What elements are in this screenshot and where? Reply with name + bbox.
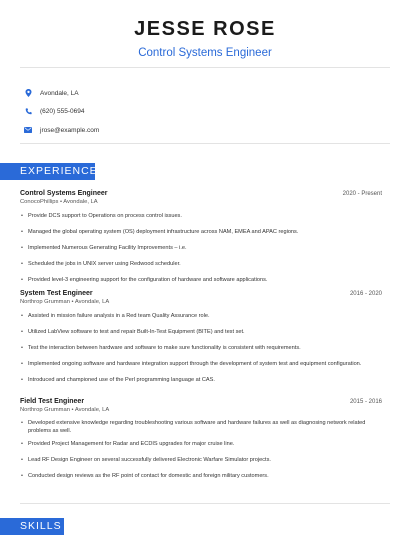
job-entry: [20, 290, 382, 305]
phone-text: (620) 555-0694: [40, 108, 85, 115]
job-entry: [20, 398, 382, 413]
skills-section-header: SKILLS: [0, 518, 64, 535]
resume-header: [0, 0, 410, 60]
job-bullet: • Scheduled the jobs in UNIX server using Redwood scheduler.: [20, 261, 375, 269]
job-bullet: • Test the interaction between hardware and software to make sure functionality is consistent with requirements.: [20, 345, 375, 353]
candidate-name: JESSE ROSE: [134, 18, 276, 40]
job-bullet: • Provide DCS support to Operations on process control issues.: [20, 213, 375, 221]
header-divider: [20, 67, 390, 68]
job-company: Northrop Grumman • Avondale, LA: [20, 299, 110, 305]
contact-phone: [24, 103, 99, 121]
experience-divider: [20, 503, 390, 504]
contact-email: [24, 121, 99, 139]
job-bullet: • Introduced and championed use of the Perl programming language at CAS.: [20, 377, 375, 385]
job-bullets: [20, 420, 375, 481]
job-bullets: [20, 213, 375, 285]
location-text: Avondale, LA: [40, 89, 79, 97]
contact-location: [24, 84, 99, 102]
job-bullet: • Managed the global operating system (OS) deployment infrastructure across NAM, EMEA and APAC regions.: [20, 229, 375, 237]
job-title: System Test Engineer: [20, 290, 93, 297]
experience-section-header: EXPERIENCE: [0, 163, 95, 180]
email-icon: [24, 126, 32, 134]
candidate-title: Control Systems Engineer: [138, 47, 272, 59]
job-bullet: • Implemented ongoing software and hardware integration support through the development of system test and equipment configuration.: [20, 361, 375, 369]
location-pin-icon: [24, 89, 32, 97]
job-title: Control Systems Engineer: [20, 190, 108, 197]
job-dates: 2015 - 2016: [349, 399, 382, 405]
job-bullet: • Provided Project Management for Radar and ECDIS upgrades for major cruise line.: [20, 441, 375, 449]
contact-info: [24, 84, 99, 140]
job-company: ConocoPhillips • Avondale, LA: [20, 199, 98, 205]
email-text[interactable]: jrose@example.com: [40, 126, 100, 134]
phone-icon: [24, 108, 32, 116]
job-bullet: • Implemented Numerous Generating Facility Improvements – i.e.: [20, 245, 375, 253]
job-title: Field Test Engineer: [20, 398, 85, 405]
job-bullet: • Assisted in mission failure analysis in a Red team Quality Assurance role.: [20, 313, 375, 321]
job-dates: 2016 - 2020: [349, 291, 382, 297]
job-bullet: • Developed extensive knowledge regarding troubleshooting various software and hardware failures as well as diagnosing network related problems as well.: [20, 420, 375, 435]
job-entry: [20, 190, 382, 205]
job-bullets: [20, 313, 375, 385]
job-dates: 2020 - Present: [342, 191, 382, 197]
job-bullet: • Lead RF Design Engineer on several successfully delivered Electronic Warfare Simulator projects.: [20, 457, 375, 465]
job-bullet: • Utilized LabView software to test and repair Built-In-Test Equipment (BITE) and test set.: [20, 329, 375, 337]
contact-divider: [20, 143, 390, 144]
job-bullet: • Provided level-3 engineering support for the configuration of hardware and software applications.: [20, 277, 375, 285]
job-company: Northrop Grumman • Avondale, LA: [20, 407, 110, 413]
job-bullet: • Conducted design reviews as the RF point of contact for domestic and foreign military customers.: [20, 473, 375, 481]
